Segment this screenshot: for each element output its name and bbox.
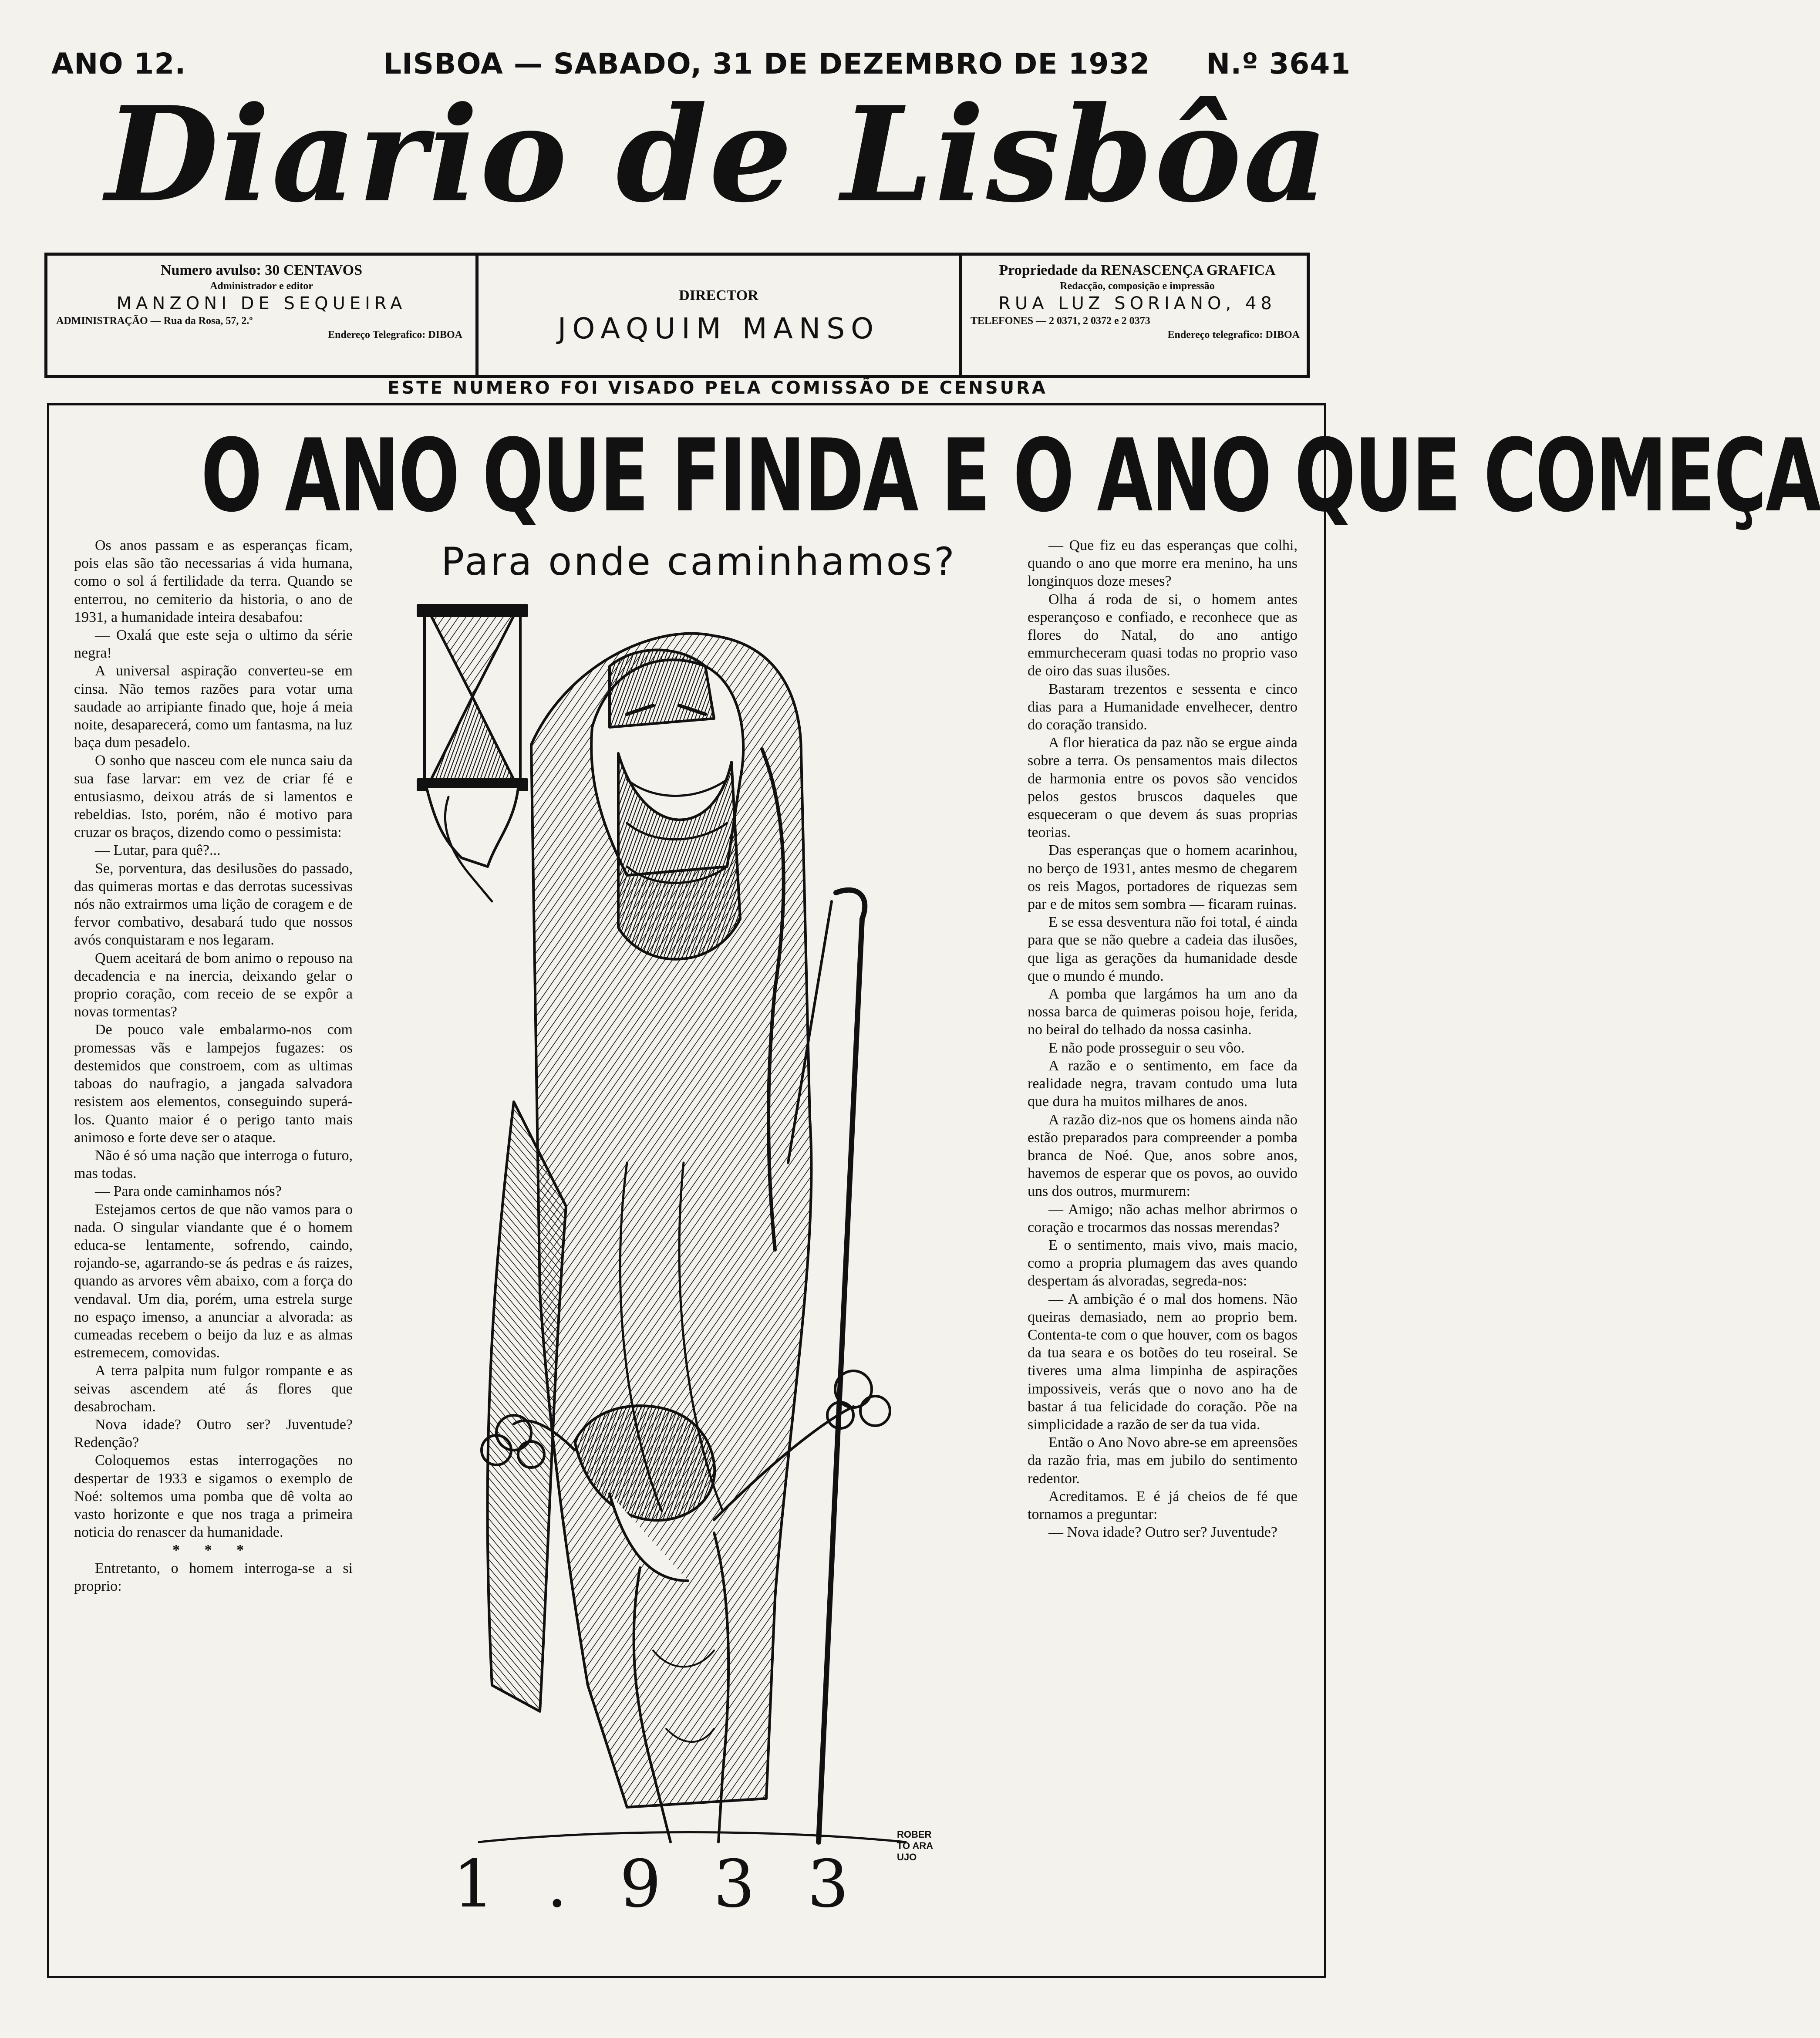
administration-address: ADMINISTRAÇÃO — Rua da Rosa, 57, 2.º	[56, 315, 253, 327]
left-paragraph: De pouco vale embalarmo-nos com promessas vãs e lampejos fugazes: os destemidos que constroem, com as ultimas taboas do naufragio, a jangada salvadora resistem aos elementos, conseguindo superá-los. Quanto maior é o perigo tanto mais animoso e forte deve ser o ataque.	[74, 1022, 353, 1146]
right-paragraph: A flor hieratica da paz não se ergue ainda sobre a terra. Os pensamentos mais dilectos de harmonia entre os povos são vencidos pelos gestos bruscos daqueles que esqueceram o que devem ás suas proprias teorias.	[1028, 735, 1298, 841]
right-paragraph: A razão e o sentimento, em face da realidade negra, travam contudo uma luta que dura ha muitos milhares de anos.	[1028, 1057, 1298, 1110]
left-paragraph: A terra palpita num fulgor rompante e as seivas ascendem até ás flores que desabrocham.	[74, 1363, 353, 1415]
administrator-name: MANZONI DE SEQUEIRA	[116, 294, 407, 314]
illustration-year: 1.933	[453, 1846, 901, 1922]
left-paragraph: — Lutar, para quê?...	[95, 842, 221, 859]
info-box-left	[47, 256, 479, 375]
artist-signature	[897, 1829, 933, 1863]
telegraphic-address-right: Endereço telegrafico: DIBOA	[1167, 329, 1300, 341]
right-paragraph: Acreditamos. E é já cheios de fé que tornamos a preguntar:	[1028, 1488, 1298, 1522]
info-box	[44, 253, 1310, 378]
left-paragraph: Coloquemos estas interrogações no despertar de 1933 e sigamos o exemplo de Noé: soltemos uma pomba que dê volta ao vasto horizonte e que nos traga a primeira noticia do renascer da humanidade.	[74, 1452, 353, 1541]
info-box-middle	[479, 256, 962, 375]
right-paragraph: — Que fiz eu das esperanças que colhi, quando o ano que morre era menino, ha uns longinquos doze meses?	[1028, 537, 1298, 590]
telephones: TELEFONES — 2 0371, 2 0372 e 2 0373	[971, 315, 1150, 327]
right-paragraph: — A ambição é o mal dos homens. Não queiras demasiado, nem ao proprio bem. Contenta-te com o que houver, com os bagos da tua seara e os botões do teu roseiral. Se tiveres uma alma limpinha de aspirações impossiveis, verás que o novo ano ha de bastar á tua felicidade do coração. Põe na simplicidade a razão de ser da tua vida.	[1028, 1291, 1298, 1433]
director-label: DIRECTOR	[679, 287, 758, 304]
article-headline: O ANO QUE FINDA E O ANO QUE COMEÇA	[201, 418, 1820, 534]
left-paragraph: Estejamos certos de que não vamos para o nada. O singular viandante que é o homem educa-se lentamente, sofrendo, caindo, rojando-se, agarrando-se ás pedras e ás raizes, quando as arvores vêm abaixo, com a força do vendaval. Um dia, porém, uma estrela surge no espaço imenso, a anunciar a alvorada: as cumeadas recebem o beijo da luz e as almas estremecem, comovidas.	[74, 1201, 353, 1361]
right-paragraph: Das esperanças que o homem acarinhou, no berço de 1931, antes mesmo de chegarem os reis Magos, portadores de riquezas sem par e de mitos sem sombra — ficaram ruinas.	[1028, 842, 1298, 913]
right-column	[1028, 536, 1298, 1541]
left-paragraph: — Para onde caminhamos nós?	[95, 1183, 282, 1200]
dateline: LISBOA — SABADO, 31 DE DEZEMBRO DE 1932	[383, 47, 1150, 81]
ownership-line: Propriedade da RENASCENÇA GRAFICA	[999, 262, 1276, 278]
left-paragraph: Não é só uma nação que interroga o futuro, mas todas.	[74, 1147, 353, 1182]
director-name: JOAQUIM MANSO	[557, 312, 880, 345]
left-paragraph: — Oxalá que este seja o ultimo da série negra!	[74, 627, 353, 661]
left-paragraph: Os anos passam e as esperanças ficam, pois elas são tão necessarias á vida humana, como o sol á fertilidade da terra. Quando se enterrou, no cemiterio da historia, o ano de 1931, a humanidade inteira desabafou:	[74, 537, 353, 625]
right-paragraph: E se essa desventura não foi total, é ainda para que se não quebre a cadeia das ilusões, que liga as gerações da humanidade desde que o mundo é mundo.	[1028, 914, 1298, 984]
right-paragraph: A pomba que largámos ha um ano da nossa barca de quimeras poisou hoje, ferida, no beiral do telhado da nossa casinha.	[1028, 986, 1298, 1038]
right-paragraph: Olha á roda de si, o homem antes esperançoso e confiado, e reconhece que as flores do Natal, do ano antigo emmurcheceram quasi todas no proprio vaso de oiro das suas ilusões.	[1028, 591, 1298, 679]
right-paragraph: — Nova idade? Outro ser? Juventude?	[1048, 1524, 1277, 1541]
article-subheadline: Para onde caminhamos?	[441, 539, 957, 584]
ground-line	[479, 1832, 906, 1842]
issue-number: N.º 3641	[1206, 47, 1351, 81]
info-box-right	[962, 256, 1313, 375]
left-paragraph: O sonho que nasceu com ele nunca saiu da sua fase larvar: em vez de criar fé e entusiasmo, deixou atrás de si lamentos e rebeldias. Isto, porém, não é motivo para cruzar os braços, dizendo como o pessimista:	[74, 752, 353, 841]
editorial-address: RUA LUZ SORIANO, 48	[998, 294, 1276, 314]
telegraphic-address-left: Endereço Telegrafico: DIBOA	[328, 329, 462, 341]
right-paragraph: Bastaram trezentos e sessenta e cinco dias para a Humanidade envelhecer, dentro do coração transido.	[1028, 681, 1298, 733]
censorship-notice: ESTE NUMERO FOI VISADO PELA COMISSÃO DE CENSURA	[388, 378, 1048, 398]
year-label: ANO 12.	[51, 47, 186, 81]
left-paragraph: Nova idade? Outro ser? Juventude? Redenção?	[74, 1416, 353, 1451]
left-column	[74, 536, 353, 1595]
right-paragraph: E não pode prosseguir o seu vôo.	[1048, 1039, 1245, 1056]
masthead-title: Diario de Lisbôa	[105, 78, 1330, 231]
right-paragraph: A razão diz-nos que os homens ainda não estão preparados para compreender a pomba branca de Noé. Que, anos sobre anos, havemos de esperar que os povos, ao ouvido uns dos outros, murmurem:	[1028, 1111, 1298, 1200]
artist-signature-line: TO ARA	[897, 1840, 934, 1851]
hourglass-icon	[418, 605, 527, 901]
new-year-illustration	[383, 597, 1010, 1873]
artist-signature-line: UJO	[897, 1852, 917, 1863]
single-copy-price: Numero avulso: 30 CENTAVOS	[160, 262, 363, 278]
right-paragraph: — Amigo; não achas melhor abrirmos o coração e trocarmos das nossas merendas?	[1028, 1201, 1298, 1235]
section-separator: * * *	[172, 1542, 254, 1559]
editorial-office-label: Redacção, composição e impressão	[1060, 280, 1215, 292]
left-paragraph: Se, porventura, das desilusões do passado, das quimeras mortas e das derrotas sucessivas nós não extrairmos uma lição de coragem e de fervor combativo, desabará tudo que nossos avós conquistaram e nos legaram.	[74, 860, 353, 948]
right-paragraph: Então o Ano Novo abre-se em apreensões da razão fria, mas em jubilo do sentimento redentor.	[1028, 1434, 1298, 1487]
administrator-label: Administrador e editor	[210, 280, 313, 292]
right-paragraph: E o sentimento, mais vivo, mais macio, como a propria plumagem das aves quando despertam ás alvoradas, segreda-nos:	[1028, 1237, 1298, 1289]
left-paragraph: Quem aceitará de bom animo o repouso na decadencia e na inercia, deixando gelar o proprio coração, com receio de se expôr a novas tormentas?	[74, 950, 353, 1020]
artist-signature-line: ROBER	[897, 1829, 932, 1840]
left-paragraph: Entretanto, o homem interroga-se a si proprio:	[74, 1560, 353, 1594]
left-paragraph: A universal aspiração converteu-se em cinsa. Não temos razões para votar uma saudade ao arripiante finado que, hoje á meia noite, desaparecerá, como um fantasma, na luz baça dum pesadelo.	[74, 663, 353, 751]
